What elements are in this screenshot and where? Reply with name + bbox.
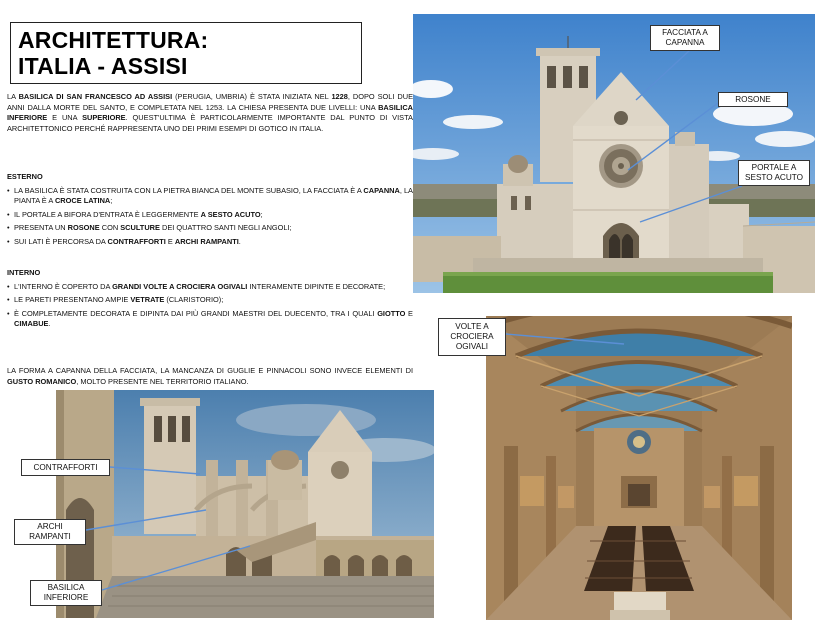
label-basilica-inferiore: BASILICA INFERIORE: [30, 580, 102, 606]
intro-paragraph: LA BASILICA DI SAN FRANCESCO AD ASSISI (PERUGIA, UMBRIA) È STATA INIZIATA NEL 1228, DOPO SOLI DUE ANNI DALLA MORTE DEL SANTO, E COMPLETATA NEL 1253. LA CHIESA PRESENTA DUE LIVELLI: UNA BASILICA INFERIORE E UNA SUPERIORE. QUEST'ULTIMA È PARTICOLARMENTE IMPORTANTE DAL PUNTO DI VISTA ARCHITETTONICO PERCHÉ RAPPRESENTA UNO DEI PRIMI ESEMPI DI GOTICO IN ITALIA.: [7, 92, 414, 133]
label-rosone: ROSONE: [718, 92, 788, 107]
facade-illustration: [413, 14, 815, 293]
label-facciata-capanna: FACCIATA A CAPANNA: [650, 25, 720, 51]
list-item: • SUI LATI È PERCORSA DA CONTRAFFORTI E ARCHI RAMPANTI.: [7, 237, 413, 248]
nave-illustration: [486, 316, 792, 620]
list-item: • IL PORTALE A BIFORA D'ENTRATA È LEGGERMENTE A SESTO ACUTO;: [7, 210, 413, 221]
label-portale-sesto-acuto: PORTALE A SESTO ACUTO: [738, 160, 810, 186]
interno-heading: INTERNO: [7, 268, 41, 277]
label-contrafforti: CONTRAFFORTI: [21, 459, 110, 476]
side-view-photo: [56, 390, 434, 618]
title-box: [10, 22, 362, 84]
page-title: ARCHITETTURA: ITALIA - ASSISI: [18, 27, 209, 79]
closing-paragraph: LA FORMA A CAPANNA DELLA FACCIATA, LA MANCANZA DI GUGLIE E PINNACOLI SONO INVECE ELEMENTI DI GUSTO ROMANICO, MOLTO PRESENTE NEL TERRITORIO ITALIANO.: [7, 366, 413, 386]
facade-photo: [413, 14, 815, 293]
list-item: • LE PARETI PRESENTANO AMPIE VETRATE (CLARISTORIO);: [7, 295, 413, 306]
label-archi-rampanti: ARCHI RAMPANTI: [14, 519, 86, 545]
esterno-heading: ESTERNO: [7, 172, 43, 181]
label-volte-crociera: VOLTE A CROCIERA OGIVALI: [438, 318, 506, 356]
interno-section: [7, 268, 413, 330]
list-item: • È COMPLETAMENTE DECORATA E DIPINTA DAI PIÙ GRANDI MAESTRI DEL DUECENTO, TRA I QUALI GIOTTO E CIMABUE.: [7, 309, 413, 330]
list-item: • LA BASILICA È STATA COSTRUITA CON LA PIETRA BIANCA DEL MONTE SUBASIO, LA FACCIATA È A CAPANNA, LA PIANTA È A CROCE LATINA;: [7, 186, 413, 207]
list-item: • L'INTERNO È COPERTO DA GRANDI VOLTE A CROCIERA OGIVALI INTERAMENTE DIPINTE E DECORATE;: [7, 282, 413, 293]
esterno-section: [7, 172, 413, 248]
nave-interior-photo: [486, 316, 792, 620]
list-item: • PRESENTA UN ROSONE CON SCULTURE DEI QUATTRO SANTI NEGLI ANGOLI;: [7, 223, 413, 234]
side-view-illustration: [56, 390, 434, 618]
